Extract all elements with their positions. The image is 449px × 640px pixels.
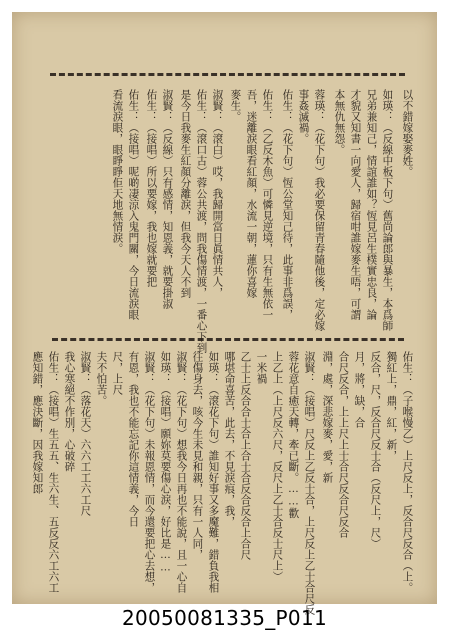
text-column: 蓉花意自癒天轉，牽已斷。……歡	[287, 351, 300, 519]
top-divider	[50, 73, 405, 76]
document-page	[12, 12, 437, 615]
text-column: 哪堪命喜苦，此去，不見淚痕，我，	[223, 351, 236, 527]
text-column: 才貌又知書一向愛人，歸宿咁誰嫁麥生唔，可謂	[349, 89, 362, 320]
text-column: 往傷身去，咳今生未見和親，只有一人同，	[191, 351, 204, 560]
middle-divider	[52, 338, 404, 341]
text-column: 合尺反合，上上尺上士合尺反合尺反合	[337, 351, 350, 538]
text-column: 佑生：（花下句）恆公堂知己待，此事非爲誤，	[281, 89, 294, 320]
text-column: 佑生：（乙反木魚）可憐見逆境，只有生無依一	[261, 89, 274, 320]
text-column: 我心寒絕不作別，心破碎	[63, 351, 76, 472]
text-column: 獨紅上，鼎，紅，新，	[385, 351, 398, 461]
text-column: 淑賢：（滾白）哎，我歸開當日眞情共人，	[211, 89, 224, 298]
text-column: 是今日我麥生紅顏分離淚，但我今天人不到	[179, 89, 192, 298]
text-column: 佑生：（接唱）生五五、生六生、五反反六工六工	[47, 351, 60, 593]
text-column: 佑生：（滾口古）蓉公共渡，問我傷情渡，一番心下到	[195, 89, 208, 353]
text-column: 佑生：（接唱）呢啲凄涼入鬼門關，今日流淚眼	[127, 89, 140, 320]
text-column: 如瑛：（反線中板下句）舊尚論郎與暴生，本爲師	[381, 89, 394, 331]
text-column: 麥生。	[229, 89, 242, 122]
text-column: 應知錯，應決斷，因我嫁知郎	[31, 351, 44, 494]
text-column: 本無仇無怨。	[333, 89, 346, 155]
text-column: 淑賢：（接唱）尺反上乙反士合，上尺反上乙士合尺反	[303, 351, 316, 615]
text-column: 淑賢：（反線）只有感情，知恩義，就要掛淑	[161, 89, 174, 309]
text-column: 以不錯嫁娶麥姓。	[401, 89, 414, 177]
text-column: 淵，處，深悲嫁麥，愛，新	[321, 351, 334, 483]
text-column: 佑生：（子喉慢乙）上尺反上，反合尺反合（上。	[401, 351, 414, 593]
text-column: 月，將，缺，合	[353, 351, 366, 428]
text-column: 看流淚眼，眼睜睜佢天地無情淚。	[111, 89, 124, 254]
text-column: 吾，迷離淚眼看紅顏，水流一朝，蓮你喜嫁	[245, 89, 258, 298]
text-column: 淑賢：（花下句）未報恩情，而今還要把心去想，	[143, 351, 156, 593]
text-column: 尺，上尺	[111, 351, 124, 395]
text-column: 一米禍	[255, 351, 268, 384]
text-column: 佑生：（接唱）所以要嫁，我也嫁就要把	[145, 89, 158, 287]
text-column: 淑賢：（落花天）六六工工六工尺	[79, 351, 92, 516]
text-column: 有恩，我也不能忘記你這情義，今日	[127, 351, 140, 527]
text-column: 上乙上（上尺反六尺，反尺上乙士合反士尺上）	[271, 351, 284, 582]
text-column: 事姦滅禍。	[297, 89, 310, 144]
image-id-caption: 20050081335_P011	[121, 606, 327, 630]
text-column: 如瑛：（接唱）願妳莫要傷心淚，好比是……	[159, 351, 172, 574]
text-column: 反合，尺，反合尺反士合（反尺上，尺）	[369, 351, 382, 549]
text-column: 乙士上反合合士合上合士合反合反合上合尺	[239, 351, 252, 560]
text-column: 夫不怕苦。	[95, 351, 108, 406]
text-column: 淑賢：（花下句）想我今日再也不能說，且一心自	[175, 351, 188, 593]
text-column: 如瑛：（滾花下句）誰知好事又多魔難，錯負我相	[207, 351, 220, 593]
text-column: 兄弟兼知己，情誼誰如？恆見呂生樸實忠良，論	[365, 89, 378, 320]
text-column: 蓉瑛：（花下句）我必要保留青春隨他後，定必嫁	[313, 89, 326, 331]
